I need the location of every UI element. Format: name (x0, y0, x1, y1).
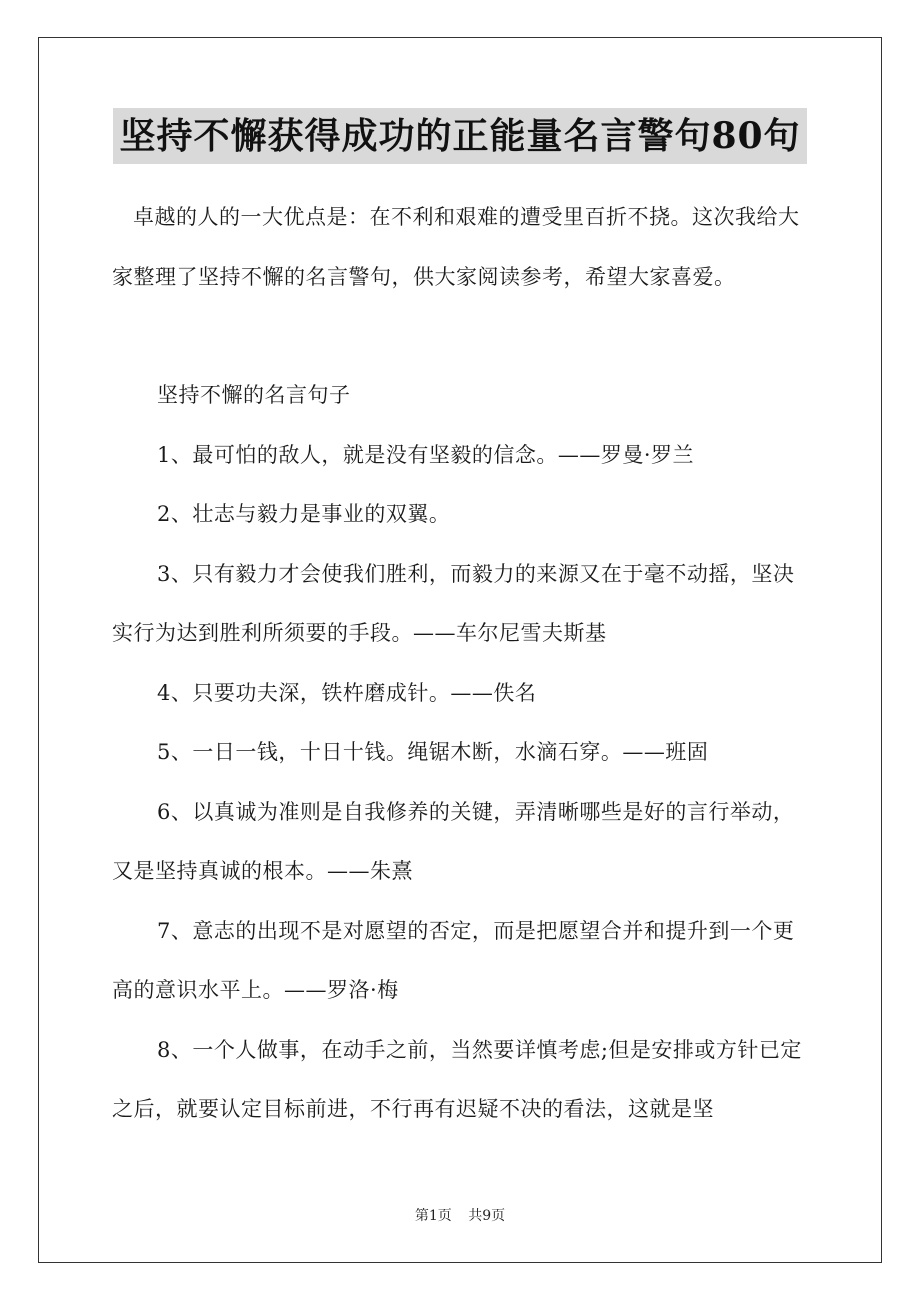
quote-item: 5、一日一钱，十日十钱。绳锯木断，水滴石穿。——班固 (157, 740, 709, 764)
quote-item: 2、壮志与毅力是事业的双翼。 (157, 502, 451, 526)
document-body (112, 188, 812, 1140)
intro-paragraph: 卓越的人的一大优点是：在不利和艰难的遭受里百折不挠。这次我给大家整理了坚持不懈的名言警句，供大家阅读参考，希望大家喜爱。 (112, 205, 800, 289)
page-number-current: 第1页 (414, 1208, 452, 1224)
page-footer (0, 1205, 920, 1225)
paragraph-gap (112, 307, 812, 366)
page-number-total: 共9页 (468, 1208, 506, 1224)
quote-item: 8、一个人做事，在动手之前，当然要详慎考虑;但是安排或方针已定之后，就要认定目标前进，不行再有迟疑不决的看法，这就是坚 (112, 1037, 802, 1121)
document-title: 坚持不懈获得成功的正能量名言警句80句 (113, 108, 806, 164)
quote-item: 3、只有毅力才会使我们胜利，而毅力的来源又在于毫不动摇，坚决实行为达到胜利所须要的手段。——车尔尼雪夫斯基 (112, 561, 795, 645)
quote-item: 1、最可怕的敌人，就是没有坚毅的信念。——罗曼·罗兰 (157, 442, 695, 467)
quote-item: 6、以真诚为准则是自我修养的关键，弄清晰哪些是好的言行举动，又是坚持真诚的根本。——朱熹 (112, 799, 795, 883)
quote-item: 7、意志的出现不是对愿望的否定，而是把愿望合并和提升到一个更高的意识水平上。——罗洛·梅 (112, 918, 795, 1002)
quote-item: 4、只要功夫深，铁杵磨成针。——佚名 (157, 680, 537, 705)
title-container (0, 108, 920, 164)
section-heading: 坚持不懈的名言句子 (157, 383, 351, 407)
